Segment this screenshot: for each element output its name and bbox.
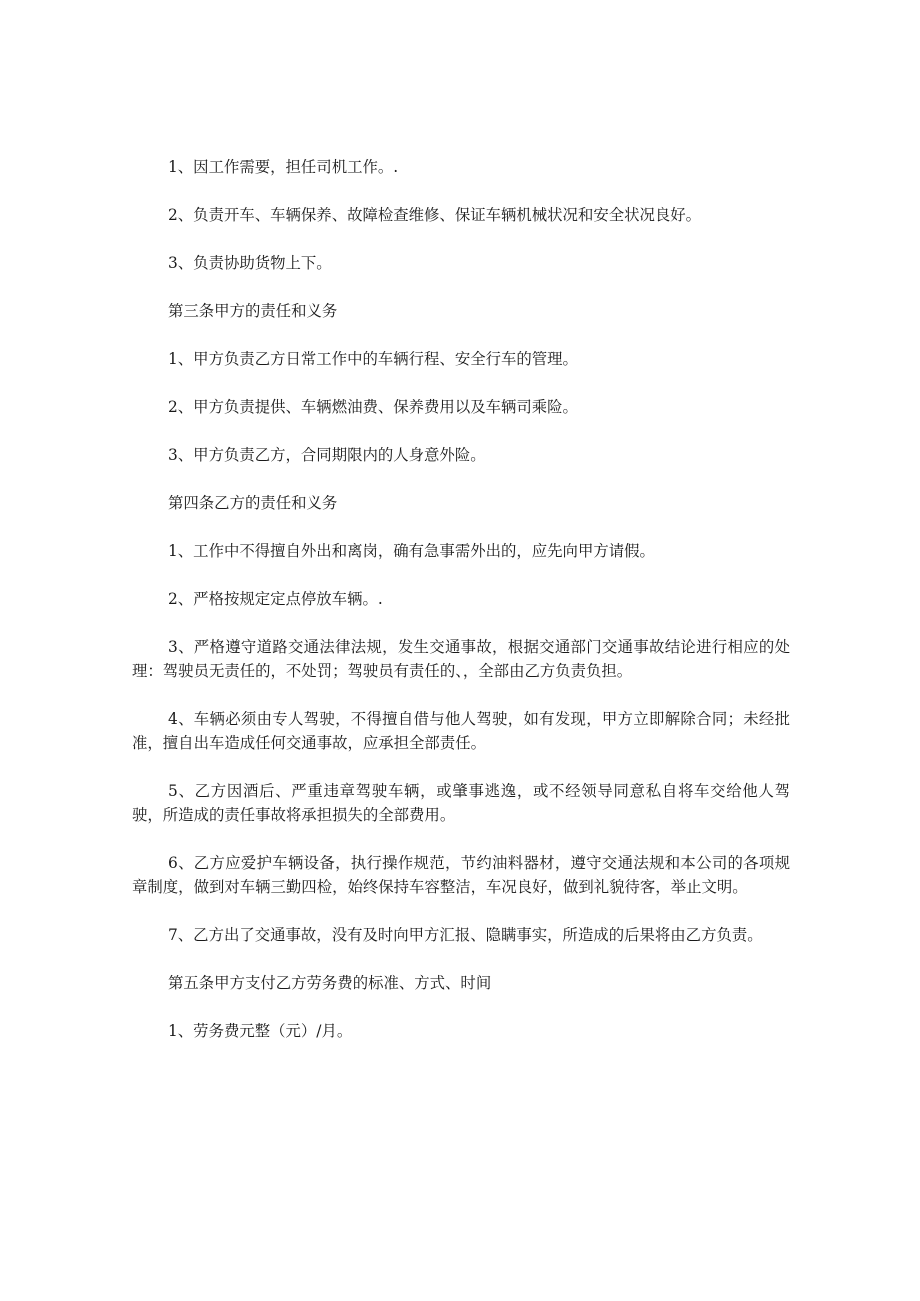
paragraph-party-a-3: 3、甲方负责乙方，合同期限内的人身意外险。 bbox=[168, 446, 486, 464]
paragraph-party-b-7: 7、乙方出了交通事故，没有及时向甲方汇报、隐瞒事实，所造成的后果将由乙方负责。 bbox=[168, 926, 763, 944]
paragraph-duty-1: 1、因工作需要，担任司机工作。. bbox=[168, 158, 399, 176]
paragraph-duty-2: 2、负责开车、车辆保养、故障检查维修、保证车辆机械状况和安全状况良好。 bbox=[168, 206, 702, 224]
paragraph-party-b-6: 6、乙方应爱护车辆设备，执行操作规范，节约油料器材，遵守交通法规和本公司的各项规章制度，做到对车辆三勤四检，始终保持车容整洁，车况良好，做到礼貌待客，举止文明。 bbox=[132, 854, 790, 896]
paragraph-party-a-1: 1、甲方负责乙方日常工作中的车辆行程、安全行车的管理。 bbox=[168, 350, 578, 368]
section-heading-article-3: 第三条甲方的责任和义务 bbox=[168, 302, 338, 320]
paragraph-party-a-2: 2、甲方负责提供、车辆燃油费、保养费用以及车辆司乘险。 bbox=[168, 398, 578, 416]
document-body bbox=[132, 155, 790, 1043]
paragraph-party-b-1: 1、工作中不得擅自外出和离岗，确有急事需外出的，应先向甲方请假。 bbox=[168, 542, 655, 560]
paragraph-party-b-2: 2、严格按规定定点停放车辆。. bbox=[168, 590, 383, 608]
paragraph-party-b-5: 5、乙方因酒后、严重违章驾驶车辆，或肇事逃逸，或不经领导同意私自将车交给他人驾驶，所造成的责任事故将承担损失的全部费用。 bbox=[132, 782, 790, 824]
section-heading-article-4: 第四条乙方的责任和义务 bbox=[168, 494, 338, 512]
paragraph-fee-1: 1、劳务费元整（元）/月。 bbox=[168, 1022, 353, 1040]
paragraph-party-b-4: 4、车辆必须由专人驾驶，不得擅自借与他人驾驶，如有发现，甲方立即解除合同；未经批准，擅自出车造成任何交通事故，应承担全部责任。 bbox=[132, 710, 790, 752]
paragraph-party-b-3: 3、严格遵守道路交通法律法规，发生交通事故，根据交通部门交通事故结论进行相应的处理：驾驶员无责任的，不处罚；驾驶员有责任的、，全部由乙方负责负担。 bbox=[132, 638, 790, 680]
paragraph-duty-3: 3、负责协助货物上下。 bbox=[168, 254, 332, 272]
section-heading-article-5: 第五条甲方支付乙方劳务费的标准、方式、时间 bbox=[168, 974, 492, 992]
